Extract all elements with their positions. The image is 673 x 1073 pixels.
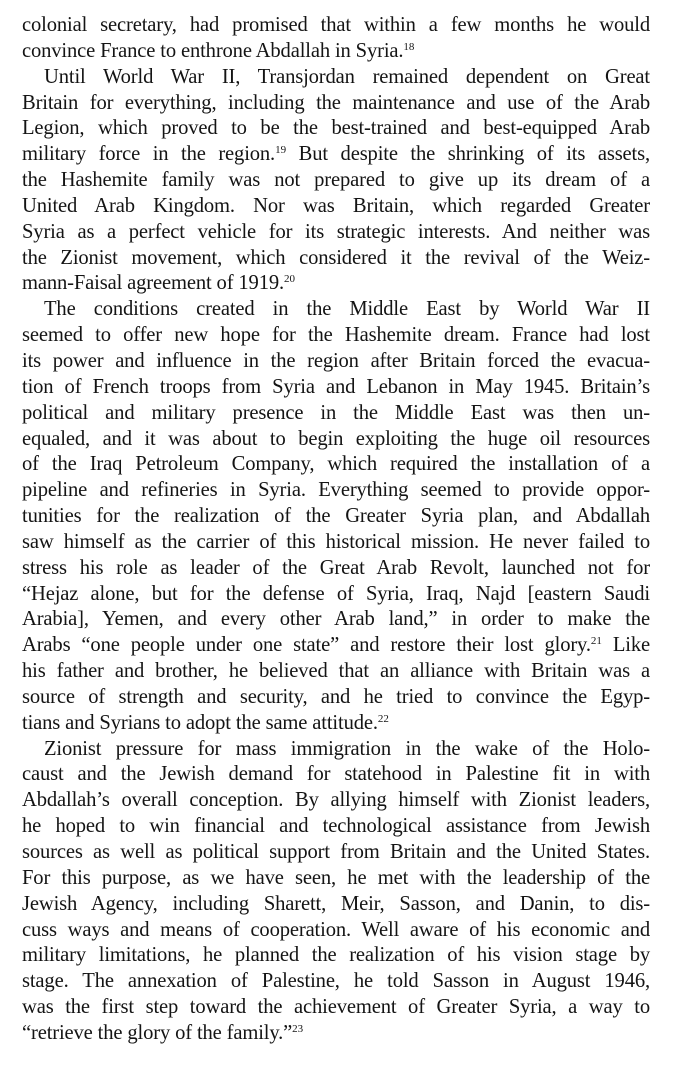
paragraph [22, 65, 650, 298]
text-line [22, 582, 650, 608]
footnote-reference[interactable]: 22 [377, 712, 389, 725]
text-line [22, 659, 650, 685]
line-text: United Arab Kingdom. Nor was Britain, which regarded Greater [22, 194, 650, 217]
paragraph [22, 13, 650, 65]
line-text: Abdallah’s overall conception. By allying himself with Zionist leaders, [22, 789, 650, 812]
text-line [22, 1021, 650, 1047]
line-text: convince France to enthrone Abdallah in Syria. [22, 39, 404, 62]
text-line [22, 323, 650, 349]
line-text: caust and the Jewish demand for statehood in Palestine fit in with [22, 763, 650, 786]
footnote-reference[interactable]: 21 [590, 635, 602, 648]
text-line [22, 39, 650, 65]
line-text: tians and Syrians to adopt the same attitude. [22, 711, 378, 734]
text-line [22, 349, 650, 375]
line-text: “Hejaz alone, but for the defense of Syria, Iraq, Najd [eastern Saudi [22, 582, 650, 605]
text-line [22, 65, 650, 91]
text-line [22, 892, 650, 918]
text-line [22, 943, 650, 969]
footnote-reference[interactable]: 23 [292, 1022, 304, 1035]
text-line [22, 271, 650, 297]
text-line [22, 246, 650, 272]
text-line [22, 91, 650, 117]
line-text: seemed to offer new hope for the Hashemite dream. France had lost [22, 324, 650, 347]
text-line [22, 814, 650, 840]
text-line [22, 297, 650, 323]
text-line [22, 142, 650, 168]
text-line [22, 504, 650, 530]
text-line [22, 452, 650, 478]
line-text: “retrieve the glory of the family.” [22, 1021, 293, 1044]
line-text: sources as well as political support from Britain and the United States. [22, 841, 650, 863]
text-line [22, 711, 650, 737]
line-text: source of strength and security, and he tried to convince the Egyp- [22, 685, 650, 708]
line-text: military force in the region. [22, 143, 276, 166]
book-page-text [22, 13, 650, 1047]
footnote-reference[interactable]: 20 [284, 273, 295, 286]
line-text: military limitations, he planned the realization of his vision stage by [22, 944, 650, 967]
text-line [22, 13, 650, 39]
line-text: was the first step toward the achievement of Greater Syria, a way to [22, 996, 650, 1019]
text-line [22, 220, 650, 246]
paragraph [22, 297, 650, 736]
text-line [22, 194, 650, 220]
line-text: For this purpose, as we have seen, he met with the leadership of the [22, 866, 650, 889]
text-line [22, 969, 650, 995]
text-line [22, 633, 650, 659]
line-text: stage. The annexation of Palestine, he told Sasson in August 1946, [22, 970, 650, 993]
line-text: Until World War II, Transjordan remained dependent on Great [44, 65, 650, 88]
line-text: Like [601, 634, 651, 657]
paragraph [22, 737, 650, 1047]
text-line [22, 556, 650, 582]
footnote-reference[interactable]: 18 [403, 40, 415, 53]
line-text: tion of French troops from Syria and Lebanon in May 1945. Britain’s [22, 375, 650, 398]
line-text: The conditions created in the Middle East by World War II [44, 298, 650, 321]
text-line [22, 866, 650, 892]
text-line [22, 478, 650, 504]
line-text: of the Iraq Petroleum Company, which required the installation of a [22, 453, 650, 476]
text-line [22, 685, 650, 711]
text-line [22, 788, 650, 814]
line-text: But despite the shrinking of its assets, [286, 143, 650, 166]
text-line [22, 168, 650, 194]
text-line [22, 375, 650, 401]
line-text: the Hashemite family was not prepared to give up its dream of a [22, 169, 650, 192]
line-text: Britain for everything, including the maintenance and use of the Arab [22, 91, 650, 114]
line-text: Arabs “one people under one state” and restore their lost glory. [22, 634, 591, 657]
line-text: cuss ways and means of cooperation. Well aware of his economic and [22, 918, 650, 941]
line-text: Syria as a perfect vehicle for its strategic interests. And neither was [22, 220, 650, 243]
text-line [22, 918, 650, 944]
line-text: saw himself as the carrier of this historical mission. He never failed to [22, 530, 650, 553]
line-text: he hoped to win financial and technological assistance from Jewish [22, 815, 650, 838]
line-text: the Zionist movement, which considered it the revival of the Weiz- [22, 246, 650, 269]
text-line [22, 530, 650, 556]
text-line [22, 401, 650, 427]
text-line [22, 995, 650, 1021]
line-text: his father and brother, he believed that an alliance with Britain was a [22, 660, 650, 683]
text-line [22, 116, 650, 142]
line-text: mann-Faisal agreement of 1919. [22, 272, 284, 295]
text-line [22, 427, 650, 453]
line-text: pipeline and refineries in Syria. Everything seemed to provide oppor- [22, 479, 650, 502]
text-line [22, 762, 650, 788]
line-text: Arabia], Yemen, and every other Arab land,” in order to make the [22, 608, 650, 631]
footnote-reference[interactable]: 19 [275, 144, 287, 157]
line-text: stress his role as leader of the Great Arab Revolt, launched not for [22, 556, 650, 579]
line-text: political and military presence in the Middle East was then un- [22, 401, 650, 424]
line-text: tunities for the realization of the Greater Syria plan, and Abdallah [22, 505, 650, 528]
line-text: its power and influence in the region after Britain forced the evacua- [22, 349, 650, 372]
line-text: equaled, and it was about to begin exploiting the huge oil resources [22, 427, 650, 450]
line-text: Zionist pressure for mass immigration in the wake of the Holo- [44, 737, 650, 760]
line-text: Jewish Agency, including Sharett, Meir, Sasson, and Danin, to dis- [22, 892, 650, 915]
line-text: colonial secretary, had promised that within a few months he would [22, 14, 650, 36]
text-line [22, 840, 650, 866]
text-line [22, 607, 650, 633]
text-line [22, 737, 650, 763]
line-text: Legion, which proved to be the best-trained and best-equipped Arab [22, 117, 650, 140]
